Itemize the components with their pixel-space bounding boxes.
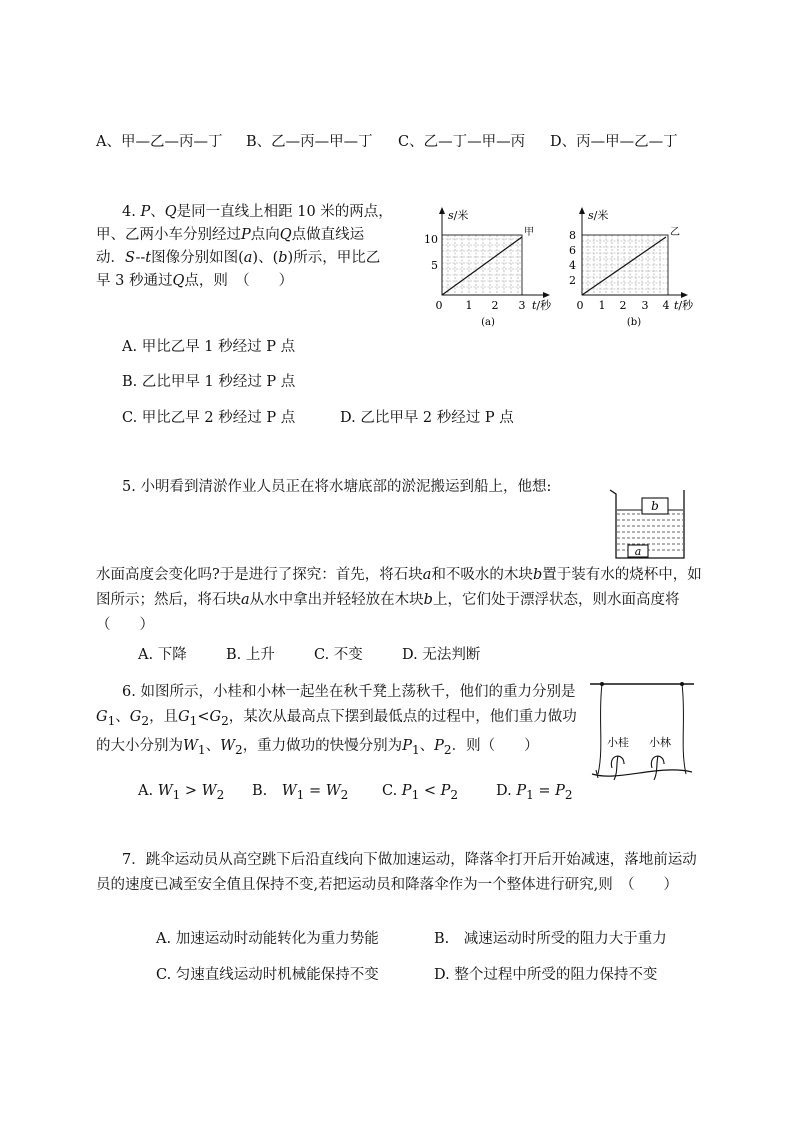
q6-option-b: B. $W_1 = W_2$ <box>252 783 349 802</box>
q4-option-c: C. 甲比乙早 2 秒经过 P 点 <box>122 410 296 426</box>
graph-b-series-label: 乙 <box>670 227 680 238</box>
stone-a-label: a <box>634 545 642 558</box>
q4-option-d: D. 乙比甲早 2 秒经过 P 点 <box>340 410 514 426</box>
graph-b-ytick-6: 6 <box>569 244 576 257</box>
graph-a-xtick-1: 1 <box>465 299 473 312</box>
q5-option-c: C. 不变 <box>314 647 363 663</box>
graph-a-caption: (a) <box>481 317 495 328</box>
swing-label-xiaogui: 小桂 <box>607 736 629 749</box>
q6-option-c: C. $P_1 < P_2$ <box>382 783 459 802</box>
q3-option-c: C、乙—丁—甲—丙 <box>398 134 526 150</box>
swing-figure <box>588 678 698 788</box>
graph-a-ylabel: s/米 <box>448 209 469 222</box>
q5-option-b: B. 上升 <box>226 647 275 663</box>
graph-b-xtick-2: 2 <box>619 299 627 312</box>
q6-option-d: D. $P_1 = P_2$ <box>496 783 573 802</box>
q6-paragraph: 6. 如图所示，小桂和小林一起坐在秋千凳上荡秋千，他们的重力分别是$G_1$、$G_2$，且$G_1<G_2$，某次从最高点下摆到最低点的过程中，他们重力做功的大小分别为$W_1$、$W_2$，重力做功的快慢分别为$P_1$、$P_2$．则（ ） <box>96 684 577 757</box>
graph-a-xtick-2: 2 <box>491 299 499 312</box>
q5-option-a: A. 下降 <box>138 647 187 663</box>
graph-a-ytick-5: 5 <box>431 259 438 272</box>
q7-paragraph: 7．跳伞运动员从高空跳下后沿直线向下做加速运动，降落伞打开后开始减速，落地前运动员的速度已减至安全值且保持不变,若把运动员和降落伞作为一个整体进行研究,则 （ ） <box>96 852 697 893</box>
graph-b-xtick-4: 4 <box>662 299 670 312</box>
q6-option-a: A. $W_1 > W_2$ <box>138 783 225 802</box>
q7-option-d: D. 整个过程中所受的阻力保持不变 <box>434 967 658 983</box>
block-b-label: b <box>651 499 659 513</box>
graph-b-ylabel: s/米 <box>588 209 609 222</box>
graph-b-xtick-0: 0 <box>576 299 584 312</box>
beaker-figure <box>608 484 690 562</box>
graph-b-ytick-8: 8 <box>569 229 576 242</box>
q5-paragraph: 水面高度会变化吗?于是进行了探究：首先，将石块a和不吸水的木块b置于装有水的烧杯中，如图所示；然后，将石块a从水中拿出并轻轻放在木块b上，它们处于漂浮状态，则水面高度将 （ ） <box>96 567 702 633</box>
q3-option-d: D、丙—甲—乙—丁 <box>550 134 678 150</box>
q3-option-b: B、乙—丙—甲—丁 <box>246 134 373 150</box>
graph-a-xtick-3: 3 <box>518 299 526 312</box>
graph-b-caption: (b) <box>626 317 642 328</box>
graph-b-xlabel: t/秒 <box>674 299 694 312</box>
q7-option-c: C. 匀速直线运动时机械能保持不变 <box>156 967 379 983</box>
q7-option-a: A. 加速运动时动能转化为重力势能 <box>156 931 379 947</box>
q4-line-3: 动．S--t图像分别如图(a)、(b)所示，甲比乙 <box>96 250 381 266</box>
q4-option-a: A. 甲比乙早 1 秒经过 P 点 <box>122 339 296 355</box>
graph-b-xtick-1: 1 <box>598 299 606 312</box>
st-graph-a <box>418 205 560 333</box>
swing-label-xiaolin: 小林 <box>649 736 671 749</box>
graph-b-xtick-3: 3 <box>641 299 649 312</box>
q4-option-b: B. 乙比甲早 1 秒经过 P 点 <box>122 374 296 390</box>
child-figure-2 <box>651 756 664 780</box>
graph-a-series-label: 甲 <box>524 227 534 238</box>
q4-line-1: 4. P、Q是同一直线上相距 10 米的两点， <box>122 204 393 220</box>
graph-a-xtick-0: 0 <box>435 299 443 312</box>
q4-line-4: 早 3 秒通过Q点，则 （ ） <box>96 273 294 289</box>
graph-b-ytick-2: 2 <box>569 274 576 287</box>
q3-option-a: A、甲—乙—丙—丁 <box>96 134 223 150</box>
q4-line-2: 甲、乙两小车分别经过P点向Q点做直线运 <box>96 227 365 243</box>
graph-b-ytick-4: 4 <box>569 259 576 272</box>
graph-a-ytick-10: 10 <box>424 233 438 246</box>
st-graph-b <box>562 205 704 333</box>
q7-option-b: B. 减速运动时所受的阻力大于重力 <box>434 931 667 947</box>
q5-option-d: D. 无法判断 <box>402 647 481 663</box>
graph-a-xlabel: t/秒 <box>532 299 552 312</box>
q5-line-1: 5. 小明看到清淤作业人员正在将水塘底部的淤泥搬运到船上，他想: <box>122 479 552 495</box>
